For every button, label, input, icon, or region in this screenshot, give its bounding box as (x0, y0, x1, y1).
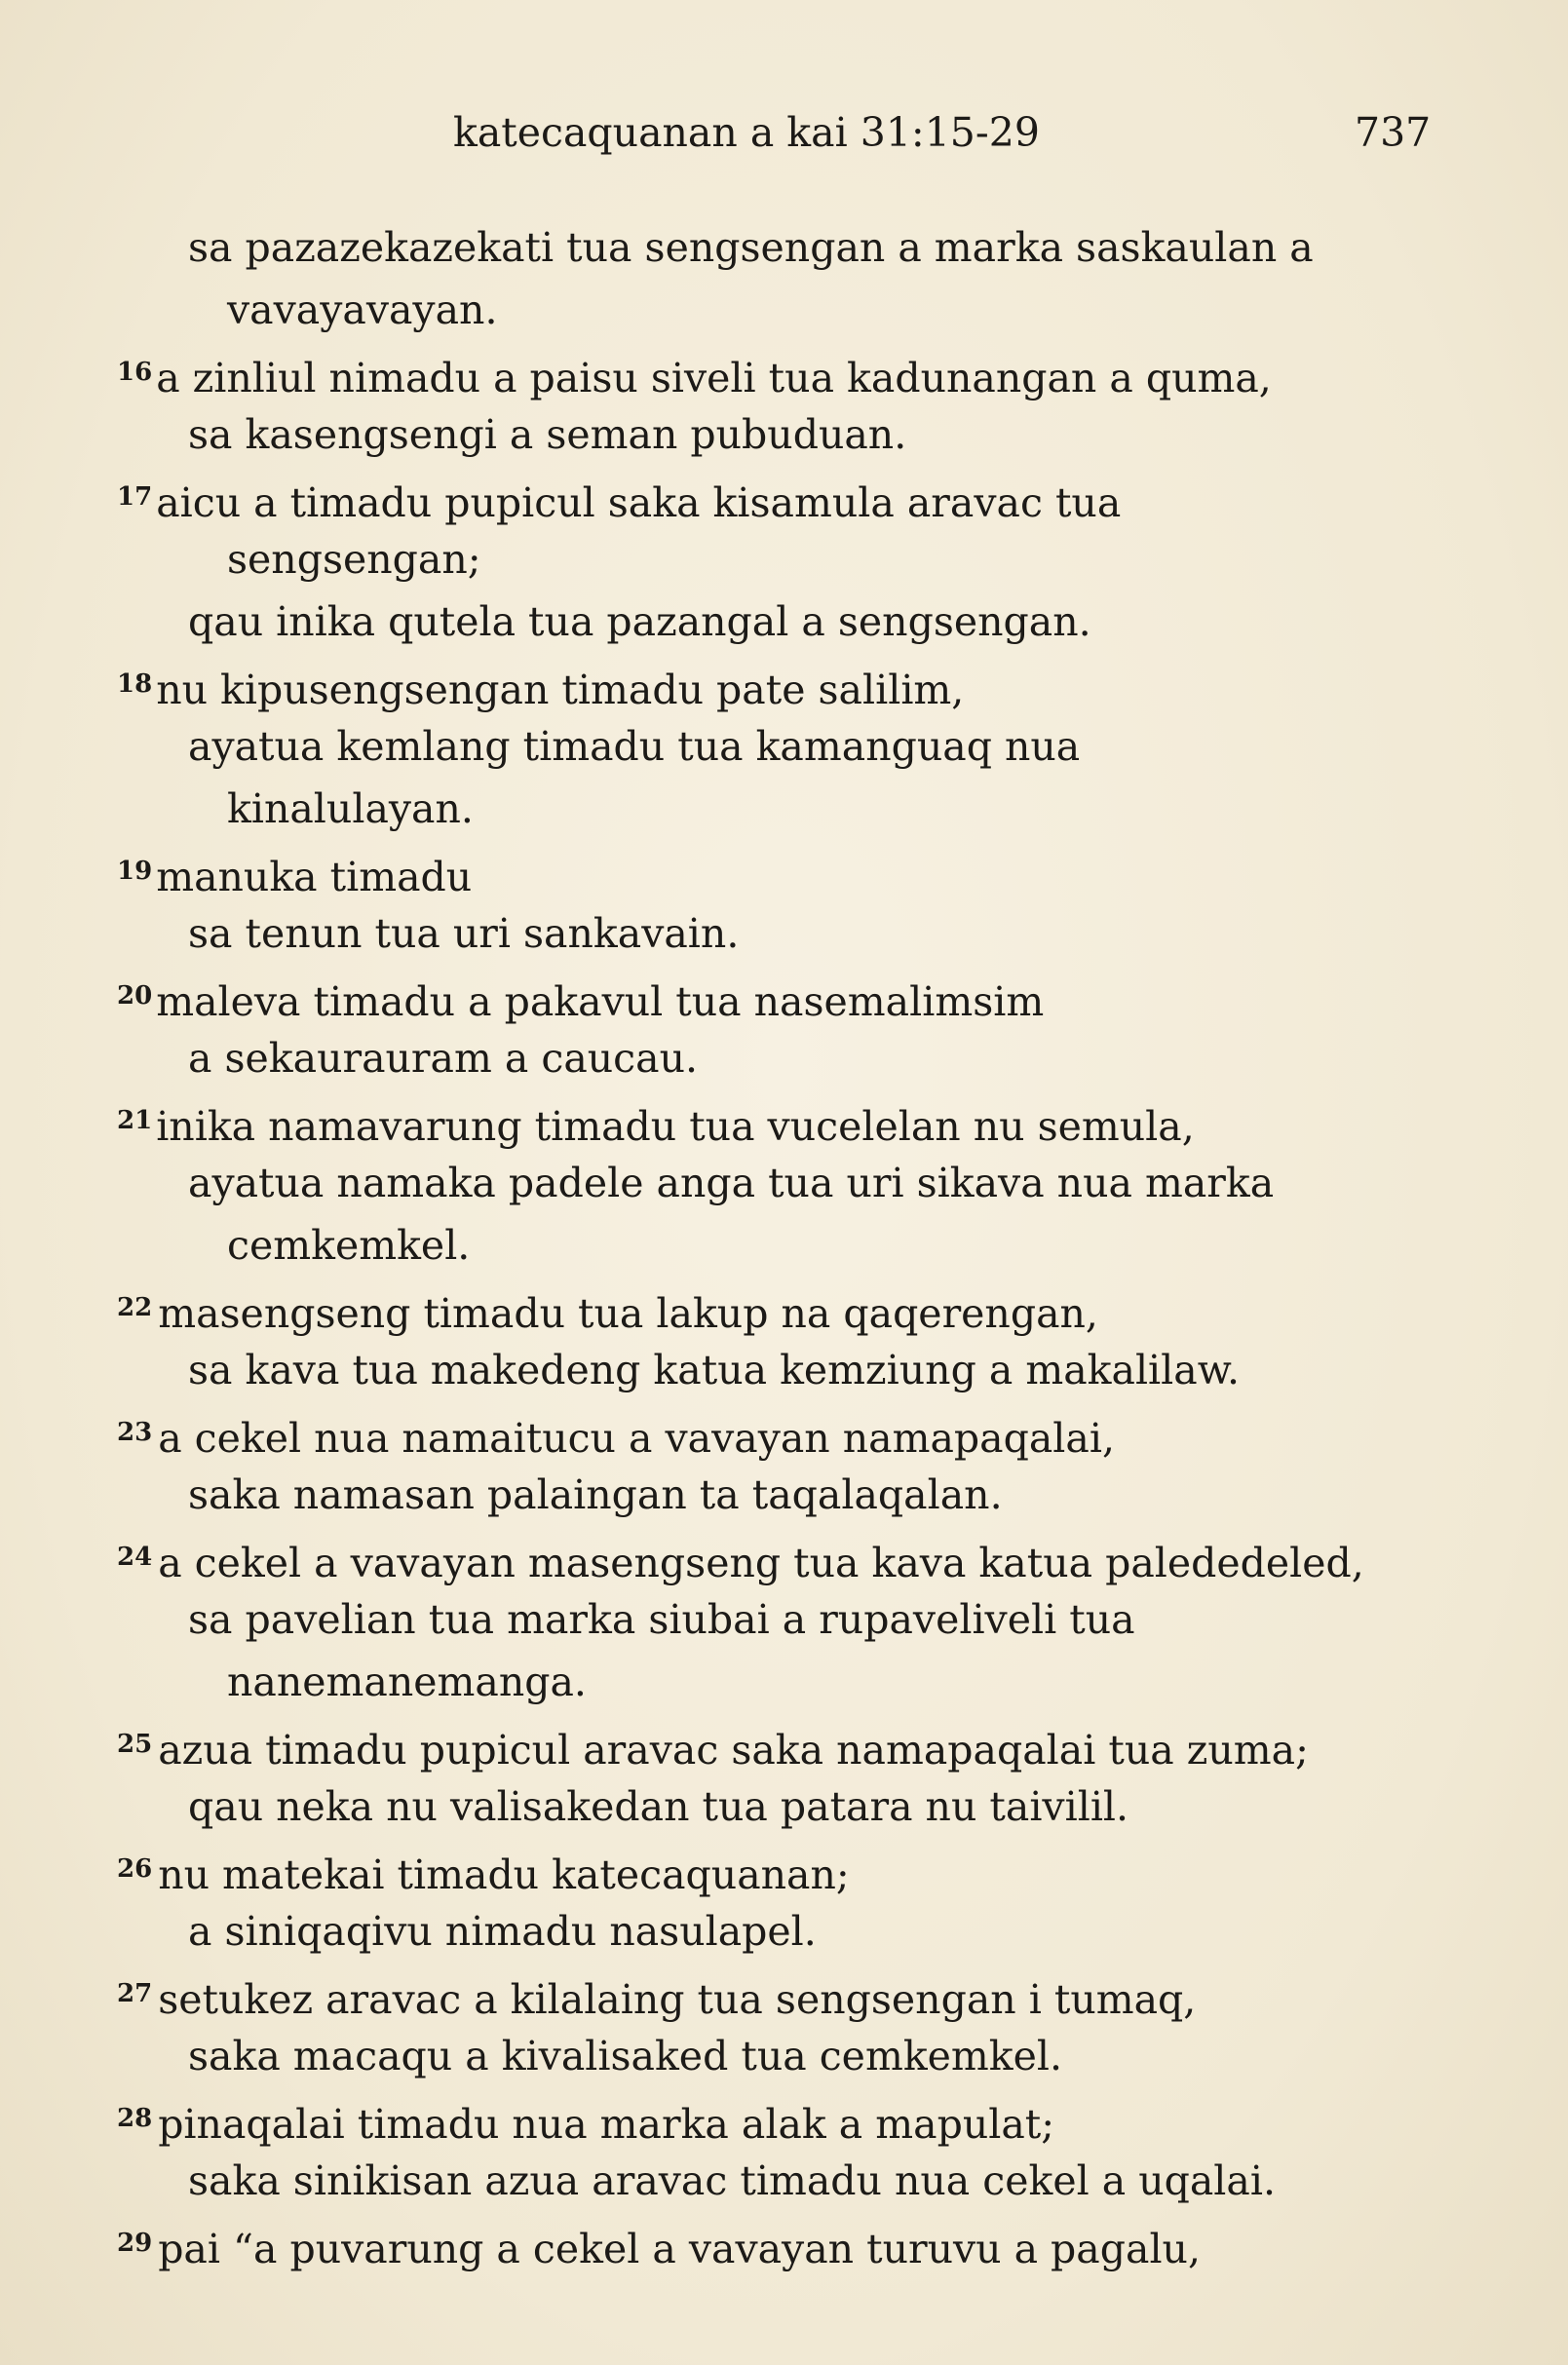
verse-number: 18 (117, 669, 153, 699)
verse-16 (117, 341, 1423, 466)
verse-line: qau inika qutela tua pazangal a sengsengan. (188, 598, 1091, 645)
verse-line: saka namasan palaingan ta taqalaqalan. (188, 1471, 1003, 1518)
verse-line: a cekel a vavayan masengseng tua kava katua palededeled, (158, 1540, 1364, 1586)
verse-28 (117, 2087, 1423, 2212)
verse-number: 17 (117, 482, 153, 512)
verse-line: saka macaqu a kivalisaked tua cemkemkel. (188, 2033, 1063, 2079)
verse-26 (117, 1838, 1423, 1963)
verse-line: nu matekai timadu katecaquanan; (158, 1851, 850, 1898)
verse-line: setukez aravac a kilalaing tua sengsengan i tumaq, (158, 1976, 1197, 2023)
verse-29 (117, 2212, 1423, 2274)
verse-line: kinalulayan. (227, 785, 474, 832)
verse-17 (117, 466, 1423, 653)
verse-23 (117, 1401, 1423, 1526)
verse-line: nu kipusengsengan timadu pate salilim, (156, 667, 965, 713)
verse-line: pai “a puvarung a cekel a vavayan turuvu a pagalu, (158, 2226, 1201, 2272)
verse-25 (117, 1713, 1423, 1838)
verse-24 (117, 1526, 1423, 1713)
verse-line: saka sinikisan azua aravac timadu nua cekel a uqalai. (188, 2157, 1277, 2204)
verse-line: azua timadu pupicul aravac saka namapaqalai tua zuma; (158, 1727, 1309, 1774)
verse-line: qau neka nu valisakedan tua patara nu taivilil. (188, 1783, 1129, 1830)
verse-line: sa kava tua makedeng katua kemziung a makalilaw. (188, 1347, 1240, 1393)
verse-27 (117, 1963, 1423, 2087)
verse-number: 24 (117, 1543, 153, 1572)
verse-19 (117, 840, 1423, 965)
verse-line: aicu a timadu pupicul saka kisamula aravac tua (156, 479, 1122, 526)
verse-18 (117, 653, 1423, 840)
verse-line: sa kasengsengi a seman pubuduan. (188, 411, 907, 458)
verse-line: manuka timadu (156, 854, 473, 900)
verse-line: masengseng timadu tua lakup na qaqerengan, (158, 1290, 1098, 1337)
verse-number: 27 (117, 1979, 153, 2008)
verse-22 (117, 1277, 1423, 1401)
verse-line: a zinliul nimadu a paisu siveli tua kadunangan a quma, (156, 355, 1272, 401)
page-header (0, 109, 1568, 168)
page-number: 737 (1355, 109, 1432, 156)
verse-line: ayatua namaka padele anga tua uri sikava nua marka (188, 1160, 1275, 1206)
verse-21 (117, 1089, 1423, 1277)
verse-number: 21 (117, 1106, 153, 1135)
verse-number: 26 (117, 1854, 153, 1884)
verse-number: 23 (117, 1418, 153, 1447)
verse-number: 25 (117, 1730, 153, 1759)
verse-line: inika namavarung timadu tua vucelelan nu semula, (156, 1103, 1195, 1150)
verse-15-continuation (117, 216, 1423, 341)
verse-line: a sekaurauram a caucau. (188, 1035, 699, 1082)
running-head: katecaquanan a kai 31:15-29 (453, 109, 1040, 156)
verse-number: 22 (117, 1293, 153, 1322)
verse-line: vavayavayan. (227, 286, 498, 333)
verse-number: 19 (117, 857, 153, 886)
verse-line: maleva timadu a pakavul tua nasemalimsim (156, 978, 1045, 1025)
verse-line: nanemanemanga. (227, 1659, 587, 1705)
verse-line: ayatua kemlang timadu tua kamanguaq nua (188, 723, 1081, 770)
verse-20 (117, 965, 1423, 1089)
verse-number: 28 (117, 2104, 153, 2133)
verse-line: pinaqalai timadu nua marka alak a mapulat; (158, 2101, 1055, 2148)
verse-line: sa tenun tua uri sankavain. (188, 910, 740, 957)
verse-line: cemkemkel. (227, 1222, 471, 1269)
poem-body (117, 216, 1423, 2274)
verse-line: sa pavelian tua marka siubai a rupaveliveli tua (188, 1596, 1135, 1643)
verse-line: a cekel nua namaitucu a vavayan namapaqalai, (158, 1415, 1115, 1462)
verse-number: 20 (117, 981, 153, 1011)
verse-number: 16 (117, 358, 153, 387)
verse-number: 29 (117, 2229, 153, 2258)
verse-line: a siniqaqivu nimadu nasulapel. (188, 1908, 817, 1955)
verse-line: sa pazazekazekati tua sengsengan a marka saskaulan a (188, 224, 1314, 271)
verse-line: sengsengan; (227, 536, 481, 583)
